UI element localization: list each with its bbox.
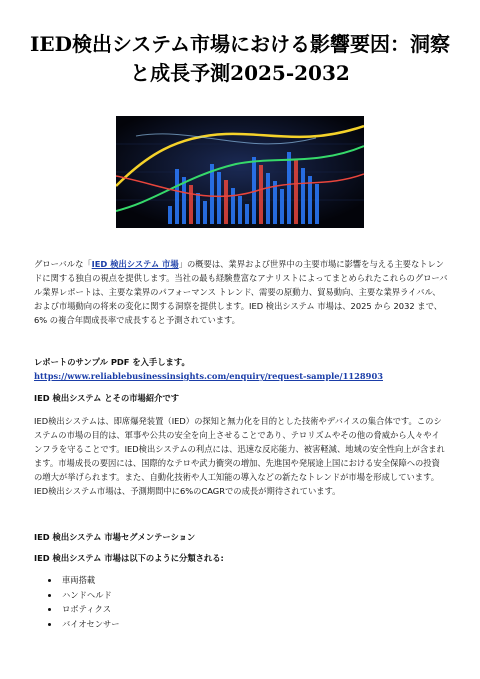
hero-bar	[245, 204, 249, 224]
hero-bar	[287, 152, 291, 224]
market-intro-paragraph: IED検出システムは、即席爆発装置（IED）の探知と無力化を目的とした技術やデバイスの集合体です。このシステムの市場の目的は、軍事や公共の安全を向上させることであり、テロリズムやその他の脅威から人々やインフラを守ることです。IED検出システムの利点には、迅速な反応能力、被害軽減、地域の安全性向上が含まれます。市場成長の要因には、国際的なテロや武力衝突の増加、先進国や発展途上国における安全保障への投資の増大が挙げられます。また、自動化技術や人工知能の導入などの新たなトレンドが市場を形成しています。IED検出システム市場は、予測期間中に6%のCAGRでの成長が期待されています。	[34, 416, 445, 496]
segmentation-heading: IED 検出システム 市場セグメンテーション	[34, 532, 196, 542]
page-title: IED検出システム市場における影響要因：洞察と成長予測2025-2032	[30, 32, 450, 85]
hero-bar	[273, 181, 277, 224]
hero-bar	[231, 188, 235, 224]
hero-bar	[189, 185, 193, 224]
hero-bar	[238, 196, 242, 224]
market-link[interactable]: IED 検出システム 市場	[91, 259, 179, 269]
list-item: • ハンドヘルド	[60, 588, 120, 603]
hero-bar	[168, 206, 172, 224]
financial-chart-image	[116, 116, 364, 228]
list-item: • ロボティクス	[60, 602, 120, 617]
hero-bar	[224, 180, 228, 224]
hero-bar	[301, 168, 305, 224]
intro-text-after: 」の概要は、業界および世界中の主要市場に影響を与える主要なトレンドに関する独自の視点を提供します。当社の最も経験豊富なアナリストによってまとめられたこれらのグローバル業界レポートは、主要な業界のパフォーマンス トレンド、需要の原動力、貿易動向、主要な業界ライバル、および市場動向の将来の変化に関する洞察を提供します。IED 検出システム 市場は、2025 から 2032 まで、6% の複合年間成長率で成長すると予測されています。	[34, 259, 448, 325]
hero-bar	[259, 165, 263, 224]
hero-bar	[280, 189, 284, 224]
intro-text-before: グローバルな「	[34, 259, 92, 269]
hero-bar	[203, 201, 207, 224]
hero-chart-image	[116, 116, 364, 228]
hero-bar	[217, 172, 221, 224]
hero-bar	[210, 164, 214, 224]
segmentation-list	[46, 573, 120, 631]
hero-bar	[266, 173, 270, 224]
hero-bar	[315, 184, 319, 224]
list-item: • バイオセンサー	[60, 617, 120, 632]
list-item: • 車両搭載	[60, 573, 120, 588]
intro-paragraph	[34, 257, 448, 327]
market-intro-heading: IED 検出システム とその市場紹介です	[34, 393, 180, 403]
hero-bar	[196, 193, 200, 224]
sample-request-link[interactable]: https://www.reliablebusinessinsights.com/enquiry/request-sample/1128903	[34, 371, 383, 381]
sample-heading: レポートのサンプル PDF を入手します。	[34, 357, 190, 367]
hero-bar	[294, 160, 298, 224]
hero-bar	[175, 169, 179, 224]
segmentation-subheading: IED 検出システム 市場は以下のように分類される:	[34, 553, 224, 563]
